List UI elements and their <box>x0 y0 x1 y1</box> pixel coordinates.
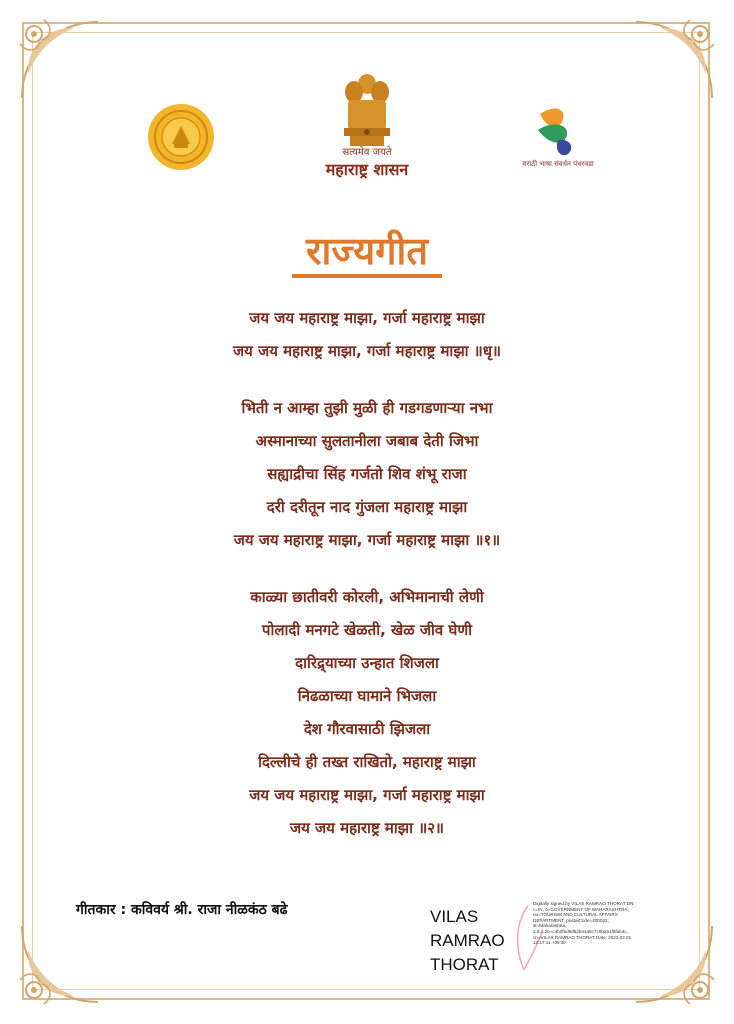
stanza-2 <box>120 581 614 845</box>
stanza-chorus <box>120 302 614 368</box>
poem-line: अस्मानाच्या सुलतानीला जबाब देती जिभा <box>255 432 479 450</box>
poem-line: जय जय महाराष्ट्र माझा, गर्जा महाराष्ट्र माझा ॥१॥ <box>233 531 501 549</box>
maharashtra-seal-icon <box>146 102 216 172</box>
signer-name <box>430 905 520 977</box>
signer-name-line: RAMRAO <box>430 931 505 950</box>
poem-line: दारिद्र्याच्या उन्हात शिजला <box>295 654 439 672</box>
poem-line: देश गौरवासाठी झिजला <box>303 720 431 738</box>
poem-line: दिल्लीचे ही तख्त राखितो, महाराष्ट्र माझा <box>258 753 476 771</box>
national-emblem-icon <box>336 70 398 152</box>
lyricist-credit: गीतकार : कविवर्य श्री. राजा नीळकंठ बढे <box>76 902 288 918</box>
poem-line: सह्याद्रीचा सिंह गर्जतो शिव शंभू राजा <box>267 465 467 483</box>
anthem-text <box>120 302 614 869</box>
poem-line: जय जय महाराष्ट्र माझा, गर्जा महाराष्ट्र माझा ॥धृ॥ <box>233 342 501 360</box>
poem-line: भिती न आम्हा तुझी मुळी ही गडगडणाऱ्या नभा <box>241 399 493 417</box>
corner-ornament-icon <box>628 14 720 106</box>
marathi-language-logo-icon <box>528 100 588 160</box>
corner-ornament-icon <box>14 14 106 106</box>
marathi-logo-caption: मराठी भाषा संवर्धन पंधरवडा <box>522 160 594 168</box>
poem-line: पोलादी मनगटे खेळती, खेळ जीव घेणी <box>261 621 473 639</box>
poem-line: निढळाच्या घामाने भिजला <box>297 687 437 705</box>
poem-line: काळ्या छातीवरी कोरली, अभिमानाची लेणी <box>250 588 484 606</box>
page-title: राज्यगीत <box>305 228 429 273</box>
stanza-1 <box>120 392 614 557</box>
poem-line: जय जय महाराष्ट्र माझा ॥२॥ <box>290 819 444 837</box>
digital-signature-details: Digitally signed by VILAS RAMRAO THORAT DN: c=IN, o=GOVERNMENT OF MAHARASHTRA, ou=TOURISM AND CULTURAL AFFAIRS DEPARTMENT, postalCode=400032, st=Maharashtra, 2.5.4.20=c4b2f5d9d52b44a5c7c0ba61f8fab4c, cn=VILAS RAMRAO THORAT Date: 2023.02.01 13:17:11 +05'30' <box>533 901 635 946</box>
corner-ornament-icon <box>14 918 106 1010</box>
poem-line: जय जय महाराष्ट्र माझा, गर्जा महाराष्ट्र माझा <box>249 786 485 804</box>
signer-name-line: VILAS <box>430 907 479 926</box>
poem-line: दरी दरीतून नाद गुंजला महाराष्ट्र माझा <box>266 498 468 516</box>
signer-name-line: THORAT <box>430 955 499 974</box>
title-underline <box>292 274 442 278</box>
poem-line: जय जय महाराष्ट्र माझा, गर्जा महाराष्ट्र माझा <box>249 309 485 327</box>
government-name: महाराष्ट्र शासन <box>325 160 409 179</box>
emblem-motto: सत्यमेव जयते <box>342 147 392 158</box>
